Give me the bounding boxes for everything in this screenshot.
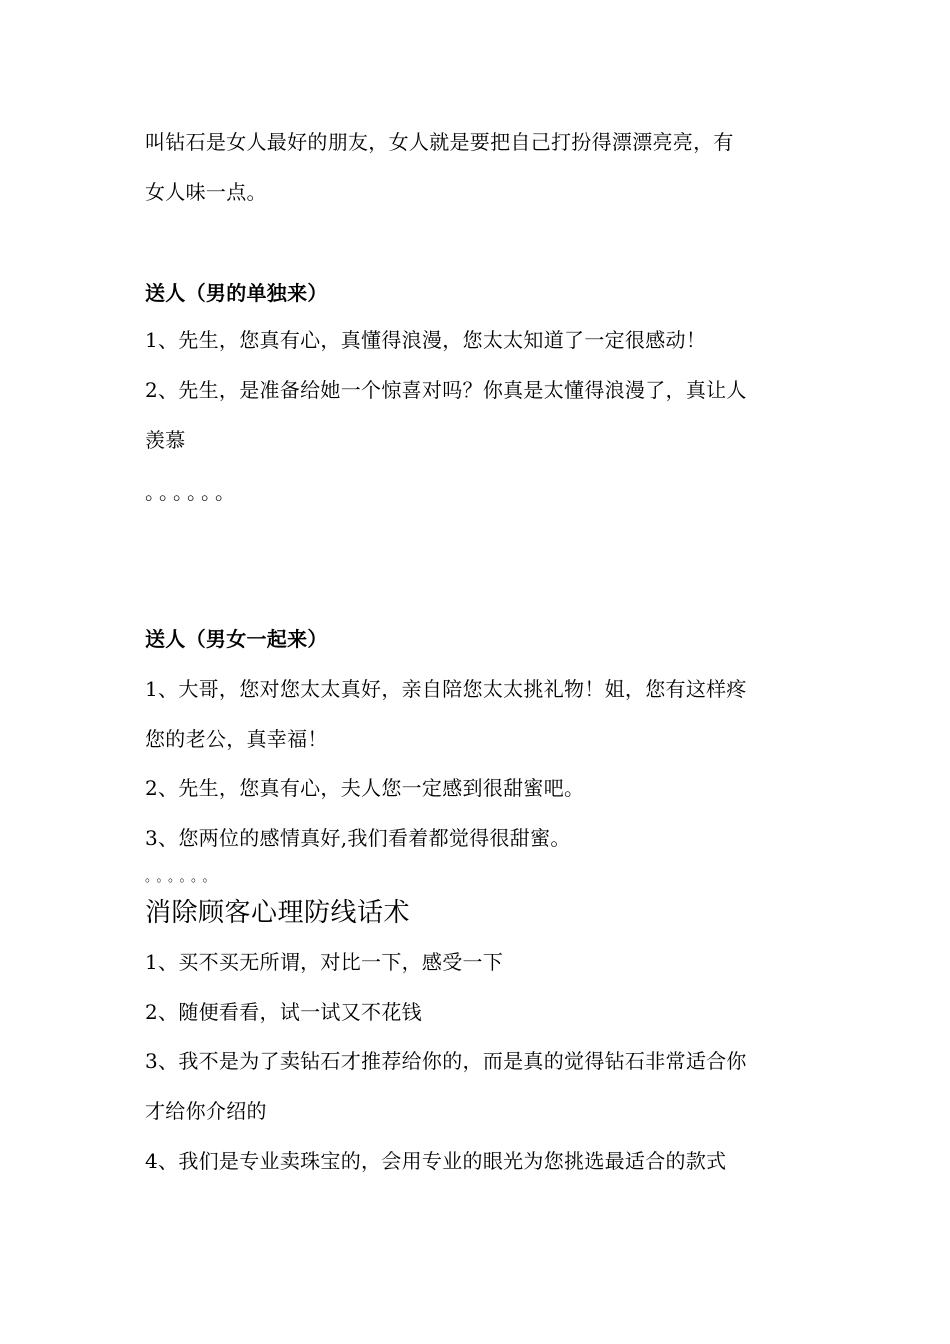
objection-item-3-line-1: 3、我不是为了卖钻石才推荐给你的，而是真的觉得钻石非常适合你 <box>145 1049 747 1073</box>
couple-item-3: 3、您两位的感情真好,我们看着都觉得很甜蜜。 <box>145 826 571 850</box>
male-alone-item-2-line-2: 羡慕 <box>145 428 186 452</box>
couple-ellipsis: 。。。。。。 <box>145 870 221 885</box>
objection-item-2: 2、随便看看，试一试又不花钱 <box>145 1000 422 1024</box>
section-heading-couple: 送人（男女一起来） <box>145 627 328 651</box>
intro-line-2: 女人味一点。 <box>145 180 267 204</box>
intro-line-1: 叫钻石是女人最好的朋友，女人就是要把自己打扮得漂漂亮亮，有 <box>145 130 734 154</box>
section-title-objection: 消除顾客心理防线话术 <box>145 898 411 928</box>
objection-item-1: 1、买不买无所谓，对比一下，感受一下 <box>145 950 504 974</box>
male-alone-ellipsis: 。。。。。。 <box>145 480 239 504</box>
couple-item-1-line-2: 您的老公，真幸福！ <box>145 727 328 751</box>
couple-item-2: 2、先生，您真有心，夫人您一定感到很甜蜜吧。 <box>145 776 585 800</box>
objection-item-3-line-2: 才给你介绍的 <box>145 1099 267 1123</box>
couple-item-1-line-1: 1、大哥，您对您太太真好，亲自陪您太太挑礼物！姐，您有这样疼 <box>145 677 747 701</box>
male-alone-item-1: 1、先生，您真有心，真懂得浪漫，您太太知道了一定很感动！ <box>145 328 707 352</box>
section-heading-male-alone: 送人（男的单独来） <box>145 281 328 305</box>
objection-item-4: 4、我们是专业卖珠宝的，会用专业的眼光为您挑选最适合的款式 <box>145 1149 727 1173</box>
male-alone-item-2-line-1: 2、先生，是准备给她一个惊喜对吗？你真是太懂得浪漫了，真让人 <box>145 378 747 402</box>
